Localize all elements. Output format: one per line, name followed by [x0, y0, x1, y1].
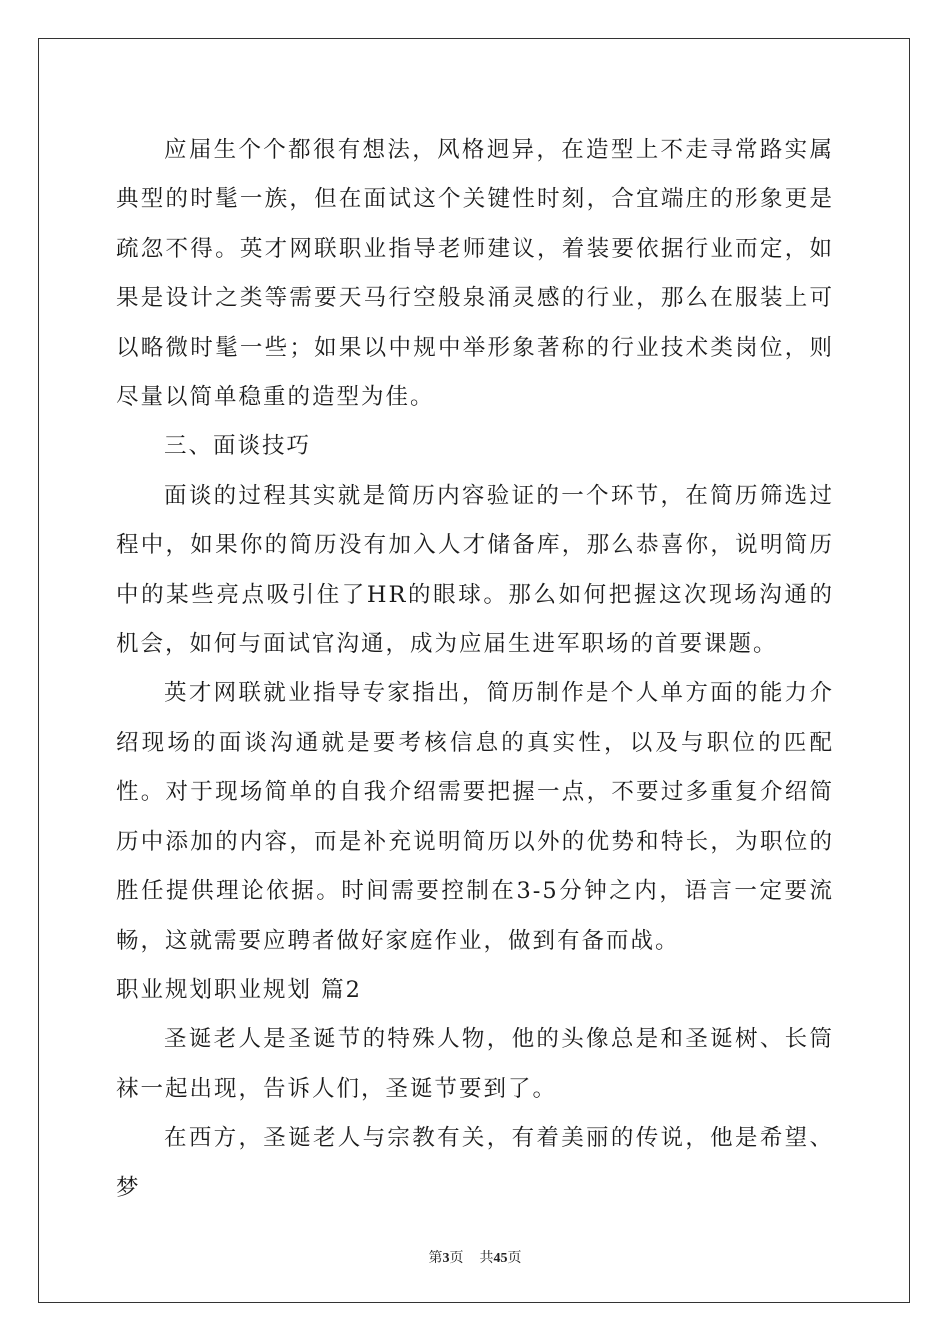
- document-body: [116, 126, 834, 1213]
- paragraph-interview-process: 面谈的过程其实就是简历内容验证的一个环节，在简历筛选过程中，如果你的简历没有加入人才储备库，那么恭喜你，说明简历中的某些亮点吸引住了HR的眼球。那么如何把握这次现场沟通的机会，如何与面试官沟通，成为应届生进军职场的首要课题。: [116, 482, 834, 658]
- page-prefix: 第: [428, 1250, 443, 1266]
- paragraph-expert-advice: 英才网联就业指导专家指出，简历制作是个人单方面的能力介绍现场的面谈沟通就是要考核信息的真实性，以及与职位的匹配性。对于现场简单的自我介绍需要把握一点，不要过多重复介绍简历中添加的内容，而是补充说明简历以外的优势和特长，为职位的胜任提供理论依据。时间需要控制在3-5分钟之内，语言一定要流畅，这就需要应聘者做好家庭作业，做到有备而战。: [116, 680, 834, 954]
- page-footer: [0, 1247, 950, 1267]
- total-suffix: 页: [507, 1250, 522, 1266]
- paragraph-santa-west: 在西方，圣诞老人与宗教有关，有着美丽的传说，他是希望、梦: [116, 1125, 834, 1201]
- paragraph-santa-intro: 圣诞老人是圣诞节的特殊人物，他的头像总是和圣诞树、长筒袜一起出现，告诉人们，圣诞节要到了。: [116, 1026, 834, 1102]
- article-title-part-2: 职业规划职业规划 篇2: [116, 976, 362, 1003]
- section-heading-interview-skills: 三、面谈技巧: [164, 433, 312, 460]
- page-total: 45: [493, 1251, 508, 1266]
- total-prefix: 共: [479, 1250, 494, 1266]
- page-suffix: 页: [449, 1250, 464, 1266]
- page-current: 3: [442, 1251, 450, 1266]
- paragraph-attire-advice: 应届生个个都很有想法，风格迥异，在造型上不走寻常路实属典型的时髦一族，但在面试这个关键性时刻，合宜端庄的形象更是疏忽不得。英才网联职业指导老师建议，着装要依据行业而定，如果是设计之类等需要天马行空般泉涌灵感的行业，那么在服装上可以略微时髦一些；如果以中规中举形象著称的行业技术类岗位，则尽量以简单稳重的造型为佳。: [116, 137, 834, 411]
